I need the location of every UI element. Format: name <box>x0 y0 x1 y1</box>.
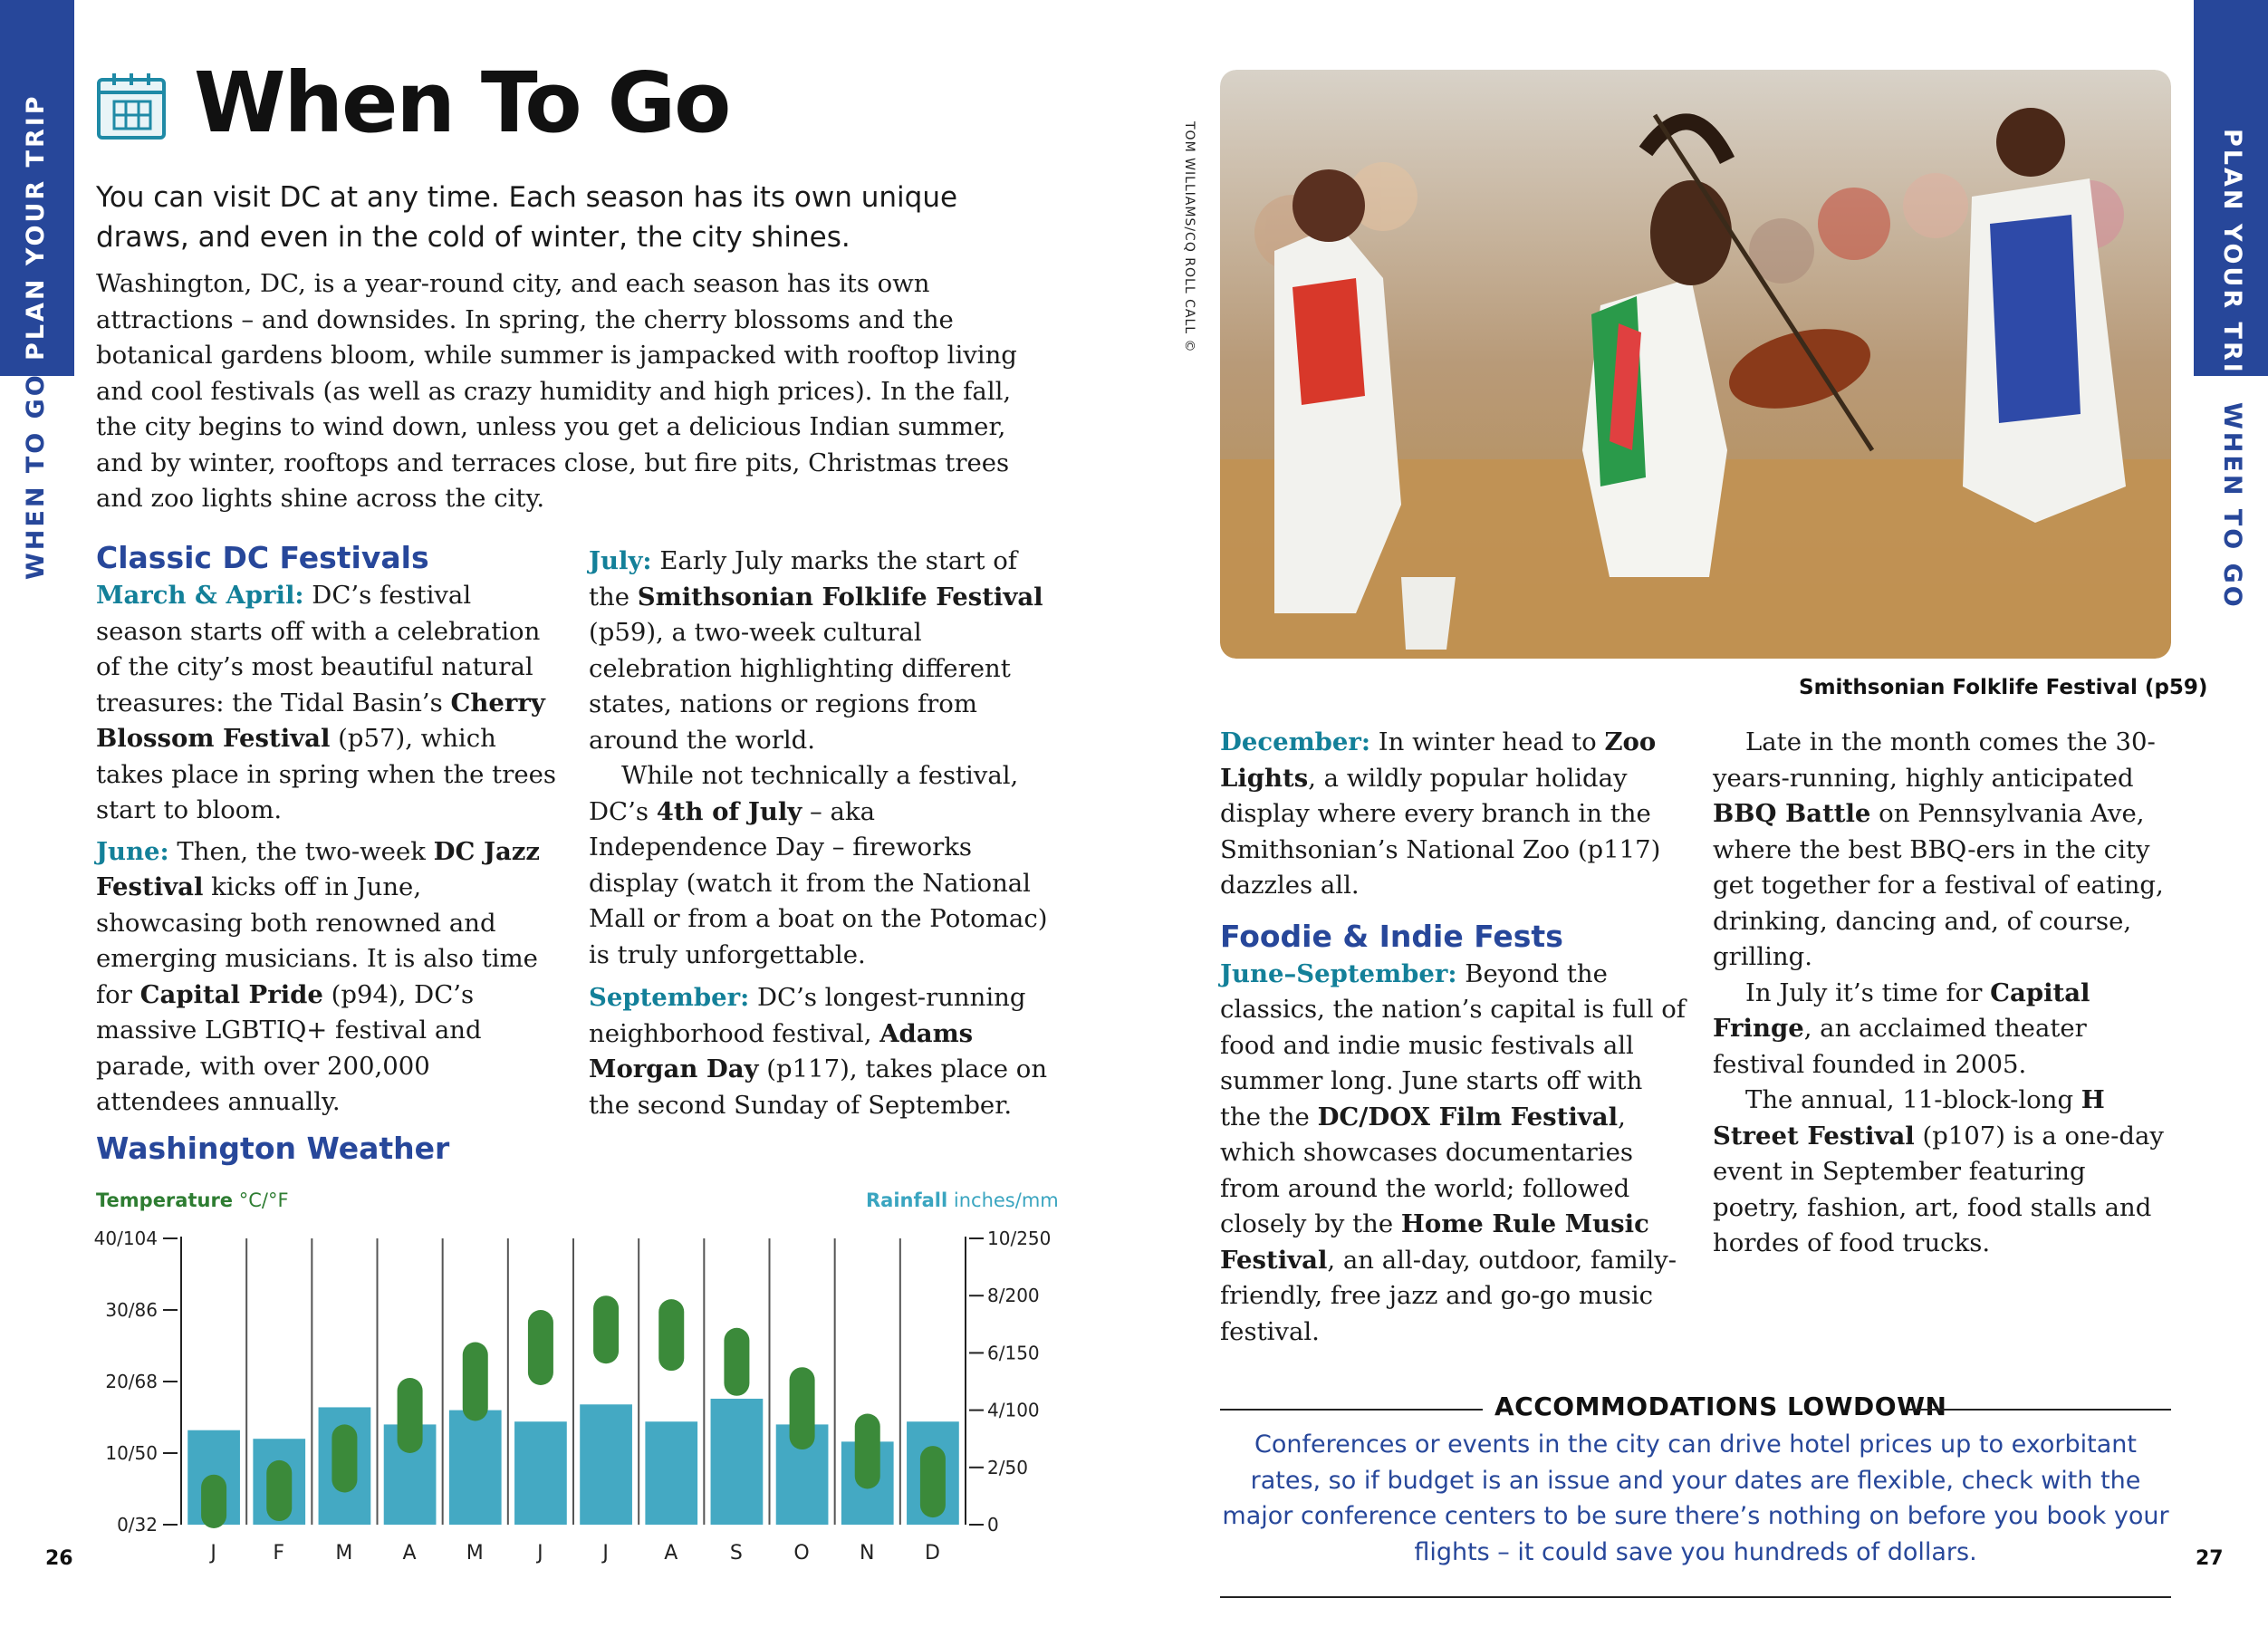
right-tick-label: 6/150 <box>987 1342 1040 1364</box>
temperature-range <box>463 1343 488 1421</box>
right-tick-label: 10/250 <box>987 1228 1052 1249</box>
temperature-range <box>528 1310 553 1385</box>
temperature-range <box>724 1328 749 1396</box>
month-label: J <box>537 1542 544 1565</box>
h-street-paragraph: The annual, 11-block-long H Street Festival (p107) is a one-day event in September featuring poetry, fashion, art, food stalls and hordes of food trucks. <box>1713 1085 2164 1257</box>
september-paragraph: September: DC’s longest-running neighborhood festival, Adams Morgan Day (p117), takes place on the second Sunday of September. <box>589 983 1048 1120</box>
right-tick-label: 0 <box>987 1514 999 1536</box>
month-label: A <box>402 1542 418 1565</box>
festival-photo <box>1220 70 2171 659</box>
july-paragraph: July: Early July marks the start of the Smithsonian Folklife Festival (p59), a two-week cultural celebration highlighting different states, nations or regions from around the world. <box>589 546 1043 755</box>
december-paragraph: December: In winter head to Zoo Lights, a wildly popular holiday display where every branch in the Smithsonian’s National Zoo (p117) dazzles all. <box>1220 727 1661 900</box>
rainfall-bar <box>645 1421 697 1525</box>
month-label: M <box>466 1542 485 1565</box>
left-tick-label: 40/104 <box>93 1228 158 1249</box>
temperature-range <box>658 1299 684 1371</box>
left-tick-label: 30/86 <box>105 1299 158 1321</box>
rainfall-bar <box>514 1421 567 1525</box>
lowdown-rule-left <box>1220 1409 1483 1411</box>
month-label: A <box>664 1542 679 1565</box>
left-tab-when-to-go[interactable]: WHEN TO GO <box>22 372 50 580</box>
temperature-range <box>398 1378 423 1453</box>
right-column-2 <box>1713 725 2175 1262</box>
rainfall-bar <box>449 1411 502 1525</box>
month-label: J <box>210 1542 217 1565</box>
temperature-range <box>920 1446 946 1517</box>
right-column-1 <box>1220 725 1691 1350</box>
right-tab-when-to-go[interactable]: WHEN TO GO <box>2218 402 2246 610</box>
right-tick-label: 4/100 <box>987 1399 1040 1421</box>
page-number-left: 26 <box>45 1547 73 1570</box>
right-side-tab <box>2194 0 2268 1637</box>
left-tick-label: 20/68 <box>105 1371 158 1392</box>
june-paragraph: June: Then, the two-week DC Jazz Festival kicks off in June, showcasing both renowned and emerging musicians. It is also time for Capital Pride (p94), DC’s massive LGBTIQ+ festival and parade, with over 200,000 attendees annually. <box>96 836 541 1116</box>
rainfall-axis-title: Rainfall inches/mm <box>866 1189 1059 1211</box>
fourth-of-july-paragraph: While not technically a festival, DC’s 4th of July – aka Independence Day – fireworks display (watch it from the National Mall or from a boat on the Potomac) is truly unforgettable. <box>589 761 1048 969</box>
lowdown-rule-right <box>1907 1409 2171 1411</box>
month-label: S <box>729 1542 744 1565</box>
temperature-axis-title: Temperature °C/°F <box>96 1189 289 1211</box>
lowdown-body: Conferences or events in the city can drive hotel prices up to exorbitant rates, so if budget is an issue and your dates are flexible, check with the major conference centers to be sure there’s nothing on before you book your flights – it could save you hundreds of dollars. <box>1222 1430 2169 1566</box>
right-tick-label: 2/50 <box>987 1456 1028 1478</box>
temperature-range <box>332 1424 357 1492</box>
capital-fringe-paragraph: In July it’s time for Capital Fringe, an acclaimed theater festival founded in 2005. <box>1713 977 2090 1079</box>
left-tab-plan-your-trip[interactable]: PLAN YOUR TRIP <box>22 93 50 361</box>
month-label: F <box>273 1542 286 1565</box>
month-label: D <box>924 1542 941 1565</box>
temperature-range <box>266 1460 292 1521</box>
photo-credit: TOM WILLIAMS/CQ ROLL CALL © <box>1182 121 1196 353</box>
left-tick-label: 0/32 <box>117 1514 158 1536</box>
weather-chart <box>0 0 1087 1637</box>
rainfall-bar <box>580 1404 632 1525</box>
foodie-indie-heading: Foodie & Indie Fests <box>1220 918 1563 954</box>
lead-paragraph: You can visit DC at any time. Each season has its own unique draws, and even in the cold of winter, the city shines. <box>96 181 958 254</box>
bbq-battle-paragraph: Late in the month comes the 30-years-running, highly anticipated BBQ Battle on Pennsylvania Ave, where the best BBQ-ers in the city get together for a festival of eating, drinking, dancing and, of course, grilling. <box>1713 727 2164 971</box>
right-tab-plan-your-trip[interactable]: PLAN YOUR TRIP <box>2218 129 2246 396</box>
left-tick-label: 10/50 <box>105 1442 158 1464</box>
temperature-range <box>201 1475 226 1528</box>
photo-caption: Smithsonian Folklife Festival (p59) <box>1799 676 2208 699</box>
month-label: M <box>335 1542 354 1565</box>
month-label: O <box>793 1542 811 1565</box>
page-number-right: 27 <box>2196 1547 2224 1570</box>
temperature-range <box>593 1295 619 1363</box>
temperature-range <box>855 1414 880 1489</box>
month-label: N <box>860 1542 876 1565</box>
march-april-paragraph: March & April: DC’s festival season starts off with a celebration of the city’s most beautiful natural treasures: the Tidal Basin’s Cherry Blossom Festival (p57), which takes place in spring when the trees start to bloom. <box>96 581 557 824</box>
page-title: When To Go <box>194 54 730 151</box>
right-tick-label: 8/200 <box>987 1285 1040 1307</box>
june-september-paragraph: June–September: Beyond the classics, the nation’s capital is full of food and indie music festivals all summer long. June starts off with the the DC/DOX Film Festival, which showcases documentaries from around the world; followed closely by the Home Rule Music Festival, an all-day, outdoor, family-friendly, free jazz and go-go music festival. <box>1220 958 1686 1346</box>
lowdown-rule-bottom <box>1220 1596 2171 1598</box>
weather-heading: Washington Weather <box>96 1131 450 1166</box>
classic-festivals-heading: Classic DC Festivals <box>96 540 429 575</box>
temperature-range <box>790 1367 815 1449</box>
month-label: J <box>602 1542 610 1565</box>
lowdown-heading: ACCOMMODATIONS LOWDOWN <box>1494 1391 1947 1421</box>
rainfall-bar <box>711 1399 764 1525</box>
intro-paragraph: Washington, DC, is a year-round city, and each season has its own attractions – and downsides. In spring, the cherry blossoms and the botanical gardens bloom, while summer is jampacked with rooftop living and cool festivals (as well as crazy humidity and high prices). In the fall, the city begins to wind down, unless you get a delicious Indian summer, and by winter, rooftops and terraces close, but fire pits, Christmas trees and zoo lights shine across the city. <box>96 269 1017 513</box>
